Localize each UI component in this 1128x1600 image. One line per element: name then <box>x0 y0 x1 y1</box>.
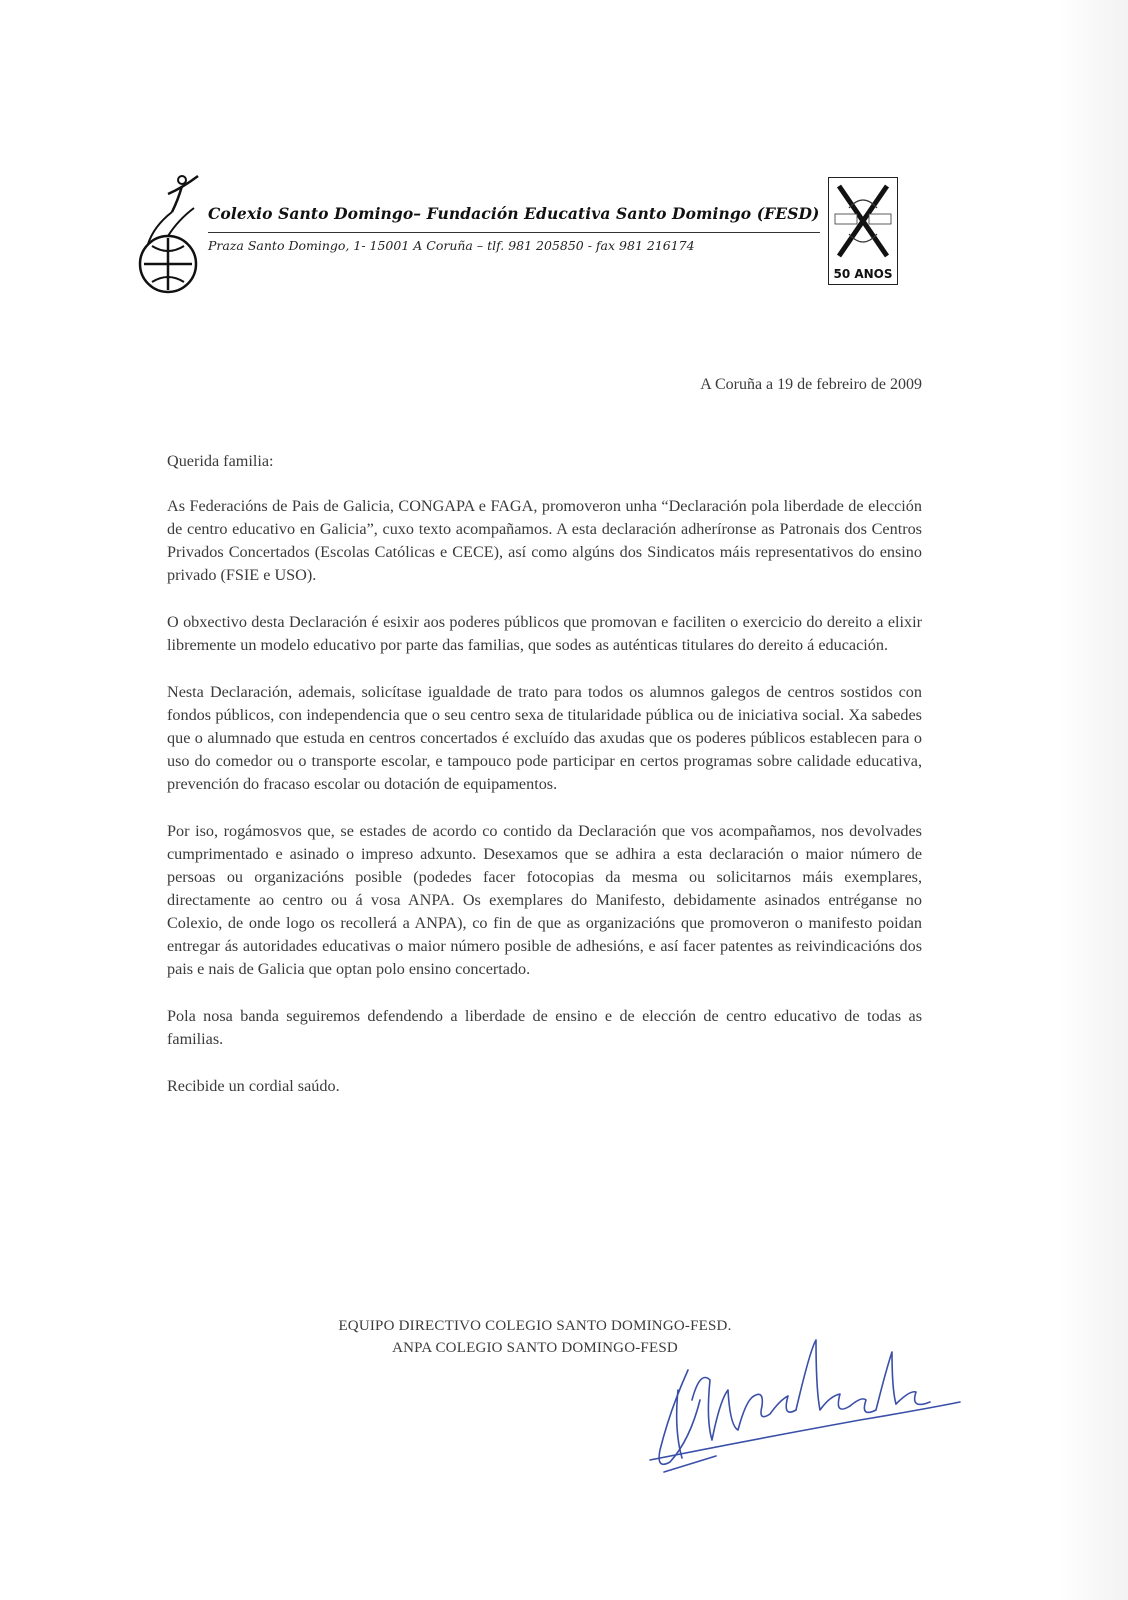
letter-body <box>167 450 922 1122</box>
body-paragraph: Pola nosa banda seguiremos defendendo a liberdade de ensino e de elección de centro educativo de todas as familias. <box>167 1007 922 1048</box>
anniversary-badge <box>828 177 898 285</box>
greeting: Querida familia: <box>167 452 274 470</box>
letterhead-rule <box>208 232 820 233</box>
body-paragraph: Nesta Declaración, ademais, solicítase igualdade de trato para todos os alumnos galegos de centros sostidos con fondos públicos, con independencia que o seu centro sexa de titularidade pública ou de iniciativa social. Xa sabedes que o alumnado que estuda en centros concertados é excluído das axudas que os poderes públicos establecen para o uso do comedor ou o transporte escolar, e tampouco pode participar en certos programas sobre calidade educativa, prevención do fracaso escolar ou dotación de equipamentos. <box>167 683 922 793</box>
letterhead-address: Praza Santo Domingo, 1- 15001 A Coruña – tlf. 981 205850 - fax 981 216174 <box>208 238 695 253</box>
signatory-line: ANPA COLEGIO SANTO DOMINGO-FESD <box>392 1340 678 1356</box>
body-paragraph: O obxectivo desta Declaración é esixir aos poderes públicos que promovan e faciliten o exercicio do dereito a elixir libremente un modelo educativo por parte das familias, que sodes as auténticas titulares do dereito á educación. <box>167 613 922 654</box>
handwritten-signature <box>630 1330 980 1490</box>
school-logo-icon <box>138 172 206 300</box>
badge-text: 50 ANOS <box>833 267 893 281</box>
signatory-line: EQUIPO DIRECTIVO COLEGIO SANTO DOMINGO-FESD. <box>338 1318 732 1334</box>
anniversary-emblem-icon <box>829 178 896 264</box>
body-paragraph: As Federacións de Pais de Galicia, CONGAPA e FAGA, promoveron unha “Declaración pola liberdade de elección de centro educativo en Galicia”, cuxo texto acompañamos. A esta declaración adheríronse as Patronais dos Centros Privados Concertados (Escolas Católicas e CECE), así como algúns dos Sindicatos máis representativos do ensino privado (FSIE e USO). <box>167 497 922 584</box>
letter-date: A Coruña a 19 de febreiro de 2009 <box>700 376 922 393</box>
letterhead-title: Colexio Santo Domingo– Fundación Educativa Santo Domingo (FESD) <box>208 204 820 223</box>
page-edge-shadow <box>1058 0 1128 1600</box>
closing: Recibide un cordial saúdo. <box>167 1077 340 1095</box>
body-paragraph: Por iso, rogámosvos que, se estades de acordo co contido da Declaración que vos acompañamos, nos devolvades cumprimentado e asinado o impreso adxunto. Desexamos que se adhira a esta declaración o maior número de persoas ou organizacións posible (podedes facer fotocopias da mesma ou solicitarnos máis exemplares, directamente ao centro ou á vosa ANPA. Os exemplares do Manifesto, debidamente asinados entréganse no Colexio, de onde logo os recollerá a ANPA), co fin de que as organizacións que promoveron o manifesto poidan entregar ás autoridades educativas o maior número posible de adhesións, e así facer patentes as reivindicacións dos pais e nais de Galicia que optan polo ensino concertado. <box>167 822 922 978</box>
